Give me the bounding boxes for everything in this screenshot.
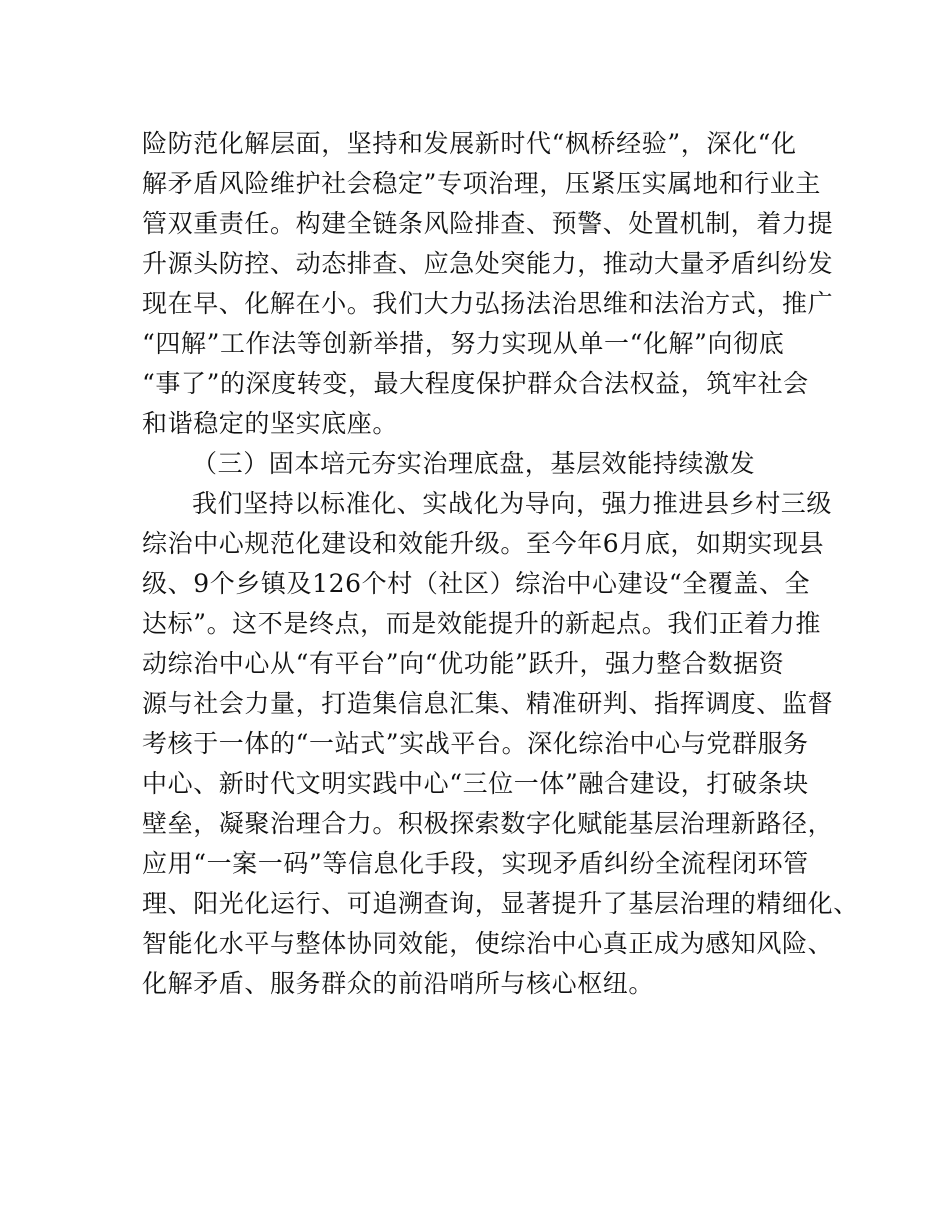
text-line: 化解矛盾、服务群众的前沿哨所与核心枢纽。 [142,969,655,998]
text-line: 我们坚持以标准化、实战化为导向，强力推进县乡村三级 [192,489,833,518]
text-line: 中心、新时代文明实践中心“三位一体”融合建设，打破条块 [142,769,809,798]
text-line: 动综治中心从“有平台”向“优功能”跃升，强力整合数据资 [142,649,785,678]
text-line: 应用“一案一码”等信息化手段，实现矛盾纠纷全流程闭环管 [142,849,809,878]
text-line: 解矛盾风险维护社会稳定”专项治理，压紧压实属地和行业主 [142,169,821,198]
text-line: “四解”工作法等创新举措，努力实现从单一“化解”向彻底 [142,329,785,358]
document-body [142,124,859,1004]
text-line: 险防范化解层面，坚持和发展新时代“枫桥经验”，深化“化 [142,129,797,158]
text-line: “事了”的深度转变，最大程度保护群众合法权益，筑牢社会 [142,369,809,398]
text-line: 智能化水平与整体协同效能，使综治中心真正成为感知风险、 [142,929,834,958]
text-line: 现在早、化解在小。我们大力弘扬法治思维和法治方式，推广 [142,289,834,318]
paragraph-grassroots-governance [142,484,859,1004]
text-line: 源与社会力量，打造集信息汇集、精准研判、指挥调度、监督 [142,689,834,718]
text-line: 达标”。这不是终点，而是效能提升的新起点。我们正着力推 [142,609,821,638]
text-line: 综治中心规范化建设和效能升级。至今年6月底，如期实现县 [142,529,825,558]
text-line: 理、阳光化运行、可追溯查询，显著提升了基层治理的精细化、 [142,889,859,918]
text-line: 管双重责任。构建全链条风险排查、预警、处置机制，着力提 [142,209,834,238]
section-heading: （三）固本培元夯实治理底盘，基层效能持续激发 [192,449,756,478]
text-line: 升源头防控、动态排查、应急处突能力，推动大量矛盾纠纷发 [142,249,834,278]
text-line: 考核于一体的“一站式”实战平台。深化综治中心与党群服务 [142,729,809,758]
paragraph-risk-prevention [142,124,834,444]
text-line: 级、9个乡镇及126个村（社区）综治中心建设“全覆盖、全 [142,569,811,598]
text-line: 壁垒，凝聚治理合力。积极探索数字化赋能基层治理新路径， [142,809,834,838]
text-line: 和谐稳定的坚实底座。 [142,409,399,438]
